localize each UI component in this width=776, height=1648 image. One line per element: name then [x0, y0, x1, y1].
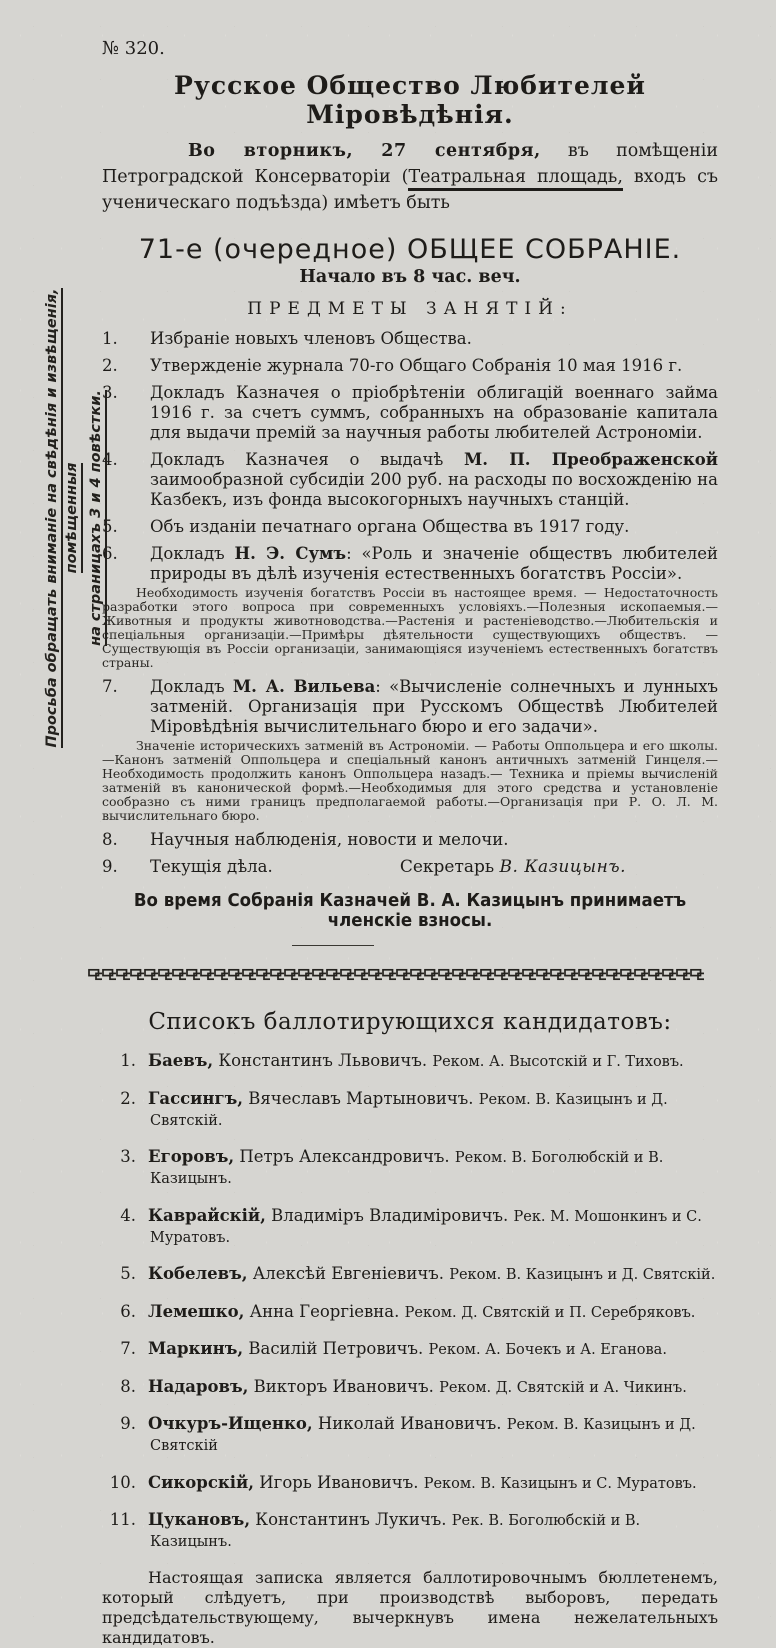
agenda-heading: ПРЕДМЕТЫ ЗАНЯТІЙ:	[247, 298, 573, 319]
candidate-row	[102, 1089, 718, 1131]
agenda-item-text: Докладъ Казначея о пріобрѣтеніи облигацій военнаго займа 1916 г. за счетъ суммъ, собранныхъ на образованіе капитала для выдачи премій за научныя работы любителей Астрономіи.	[150, 382, 718, 442]
agenda-item-number: 1.	[102, 328, 118, 348]
ballot-heading: Списокъ баллотирующихся кандидатовъ:	[148, 1008, 672, 1035]
candidate-surname: Кобелевъ,	[148, 1264, 248, 1283]
margin-note-rotated-text	[42, 246, 104, 790]
agenda-list	[102, 329, 718, 877]
candidate-recommenders: Реком. А. Бочекъ и А. Еганова.	[428, 1342, 667, 1358]
agenda-item-5	[102, 517, 718, 537]
candidate-number: 7.	[120, 1339, 136, 1358]
candidate-surname: Цукановъ,	[148, 1510, 251, 1529]
candidate-recommenders: Реком. Д. Святскій и П. Серебряковъ.	[404, 1304, 696, 1321]
candidate-number: 1.	[120, 1051, 136, 1070]
chain-ornament-divider	[88, 968, 704, 981]
candidate-surname: Гассингъ,	[148, 1088, 244, 1108]
candidate-given-name: Вячеславъ Мартыновичъ.	[243, 1088, 479, 1108]
candidate-number: 2.	[120, 1088, 136, 1108]
candidate-row	[102, 1206, 718, 1248]
candidate-row	[102, 1377, 718, 1398]
candidate-recommenders: Реком. В. Казицынъ и Д. Святскій.	[150, 1091, 668, 1129]
agenda-item-name: М. П. Преображенской	[464, 449, 718, 469]
agenda-item-text-cont: : «Вычисленіе солнечныхъ и лунныхъ затменій. Организація при Русскомъ Обществѣ Любителей Міровѣдѣнія вычислительнаго бюро и его задачи».	[150, 676, 718, 736]
candidate-row	[102, 1339, 718, 1360]
candidate-given-name: Петръ Александровичъ.	[234, 1147, 455, 1166]
agenda-item-1	[102, 329, 718, 349]
agenda-item-text-cont: : «Роль и значеніе обществъ любителей природы въ дѣлѣ изученія естественныхъ богатствъ Россіи».	[150, 543, 718, 583]
candidate-recommenders: Рек. В. Боголюбскій и В. Казицынъ.	[150, 1513, 641, 1550]
agenda-item-8	[102, 830, 718, 850]
candidate-surname: Маркинъ,	[148, 1339, 244, 1358]
agenda-item-2	[102, 356, 718, 376]
candidate-surname: Каврайскій,	[148, 1205, 266, 1225]
candidate-given-name: Игорь Ивановичъ.	[254, 1472, 424, 1492]
candidate-number: 4.	[120, 1205, 136, 1225]
candidate-recommenders: Реком. В. Боголюбскій и В. Казицынъ.	[150, 1150, 664, 1187]
agenda-item-number: 3.	[102, 382, 118, 402]
candidate-number: 11.	[109, 1510, 136, 1529]
candidate-recommenders: Реком. В. Казицынъ и С. Муратовъ.	[423, 1475, 697, 1492]
secretary-name: В. Казицынъ.	[499, 856, 626, 877]
candidate-given-name: Викторъ Ивановичъ.	[248, 1376, 440, 1396]
agenda-item-6	[102, 544, 718, 670]
candidate-recommenders: Реком. А. Высотскій и Г. Тиховъ.	[432, 1054, 684, 1070]
secretary-signature	[400, 857, 626, 877]
intro-address-underlined: Театральная площадь,	[408, 167, 622, 191]
candidate-row	[102, 1510, 718, 1552]
candidate-row	[102, 1473, 718, 1494]
ballot-instructions: Настоящая записка является баллотировочнымъ бюллетенемъ, который слѣдуетъ, при производствѣ выборовъ, передать предсѣдательствующему, вычеркнувъ имена нежелательныхъ кандидатовъ.	[102, 1568, 718, 1647]
main-column	[102, 0, 718, 1648]
margin-note	[42, 246, 104, 790]
dues-notice: Во время Собранія Казначей В. А. Казицынъ принимаетъ членскіе взносы.	[133, 890, 687, 931]
candidate-surname: Баевъ,	[148, 1051, 214, 1070]
candidate-given-name: Алексѣй Евгеніевичъ.	[247, 1264, 450, 1283]
candidate-number: 3.	[120, 1147, 136, 1166]
agenda-item-number: 4.	[102, 449, 118, 469]
agenda-item-text: Текущія дѣла.	[150, 856, 273, 876]
candidate-list	[102, 1051, 718, 1552]
secretary-label: Секретарь	[399, 856, 500, 877]
candidate-row	[102, 1414, 718, 1456]
candidate-surname: Надаровъ,	[148, 1376, 249, 1396]
candidate-given-name: Николай Ивановичъ.	[312, 1414, 507, 1433]
agenda-item-number: 6.	[102, 543, 118, 563]
candidate-number: 6.	[120, 1301, 136, 1321]
agenda-item-text: Утвержденіе журнала 70-го Общаго Собранія 10 мая 1916 г.	[150, 355, 683, 375]
candidate-number: 5.	[120, 1264, 136, 1283]
candidate-given-name: Владиміръ Владиміровичъ.	[265, 1205, 514, 1225]
candidate-given-name: Константинъ Львовичъ.	[213, 1051, 433, 1070]
candidate-number: 8.	[120, 1376, 136, 1396]
candidate-given-name: Василій Петровичъ.	[243, 1339, 429, 1358]
intro-mid: въ помѣщеніи Петроградской Консерваторіи (	[102, 141, 719, 187]
agenda-item-3	[102, 383, 718, 443]
agenda-item-text: Объ изданіи печатнаго органа Общества въ 1917 году.	[150, 516, 630, 536]
candidate-given-name: Анна Георгіевна.	[244, 1301, 405, 1321]
meeting-title: 71-е (очередное) ОБЩЕЕ СОБРАНІЕ.	[138, 233, 682, 265]
candidate-row	[102, 1264, 718, 1285]
candidate-given-name: Константинъ Лукичъ.	[250, 1510, 452, 1529]
candidate-recommenders: Реком. В. Казицынъ и Д. Святскій.	[449, 1267, 716, 1283]
candidate-row	[102, 1302, 718, 1323]
agenda-item-text: Избраніе новыхъ членовъ Общества.	[150, 328, 472, 348]
candidate-number: 10.	[109, 1472, 136, 1492]
agenda-item-abstract: Необходимость изученія богатствъ Россіи въ настоящее время. — Недостаточность разработки этого вопроса при современныхъ условіяхъ.—Полезныя ископаемыя.—Животныя и продукты животноводства.—Растенія и растеніеводство.—Любительскія и спеціальныя организаціи.—Примѣры дѣятельности существующихъ обществъ. — Существующія въ Россіи организаціи, занимающіяся изученіемъ естественныхъ богатствъ страны.	[102, 584, 718, 670]
agenda-item-text: Научныя наблюденія, новости и мелочи.	[150, 829, 509, 849]
candidate-recommenders: Реком. Д. Святскій и А. Чикинъ.	[439, 1379, 687, 1396]
agenda-item-name: М. А. Вильева	[232, 676, 376, 696]
agenda-item-4	[102, 450, 718, 510]
candidate-row	[102, 1147, 718, 1189]
candidate-recommenders: Реком. В. Казицынъ и Д. Святскій	[150, 1417, 696, 1454]
intro-paragraph	[102, 138, 718, 216]
intro-date: Во вторникъ, 27 сентября,	[188, 141, 541, 161]
agenda-item-text: Докладъ Казначея о выдачѣ	[150, 449, 465, 469]
agenda-item-abstract: Значеніе историческихъ затменій въ Астрономіи. — Работы Оппольцера и его школы.—Канонъ затменій Оппольцера и спеціальный канонъ античныхъ затменій Гинцеля.— Необходимость продолжить канонъ Оппольцера назадъ.— Техника и пріемы вычисленій затменій въ канонической формѣ.—Необходимыя для этого средства и установленіе сообразно съ ними границъ предполагаемой работы.—Организація при Р. О. Л. М. вычислительнаго бюро.	[102, 737, 718, 823]
agenda-item-text: Докладъ	[150, 676, 233, 696]
margin-note-line2: на страницахъ 3 и 4 повѣстки.	[86, 246, 106, 790]
intro-tail: входъ съ ученическаго подъѣзда) имѣетъ быть	[102, 167, 719, 213]
candidate-surname: Егоровъ,	[148, 1147, 235, 1166]
agenda-item-number: 8.	[102, 829, 118, 849]
margin-note-line1: Просьба обращать вниманіе на свѣдѣнія и извѣщенія, помѣщенныя	[42, 246, 82, 790]
meeting-start-time: Начало въ 8 час. веч.	[299, 266, 521, 287]
agenda-item-7	[102, 677, 718, 823]
short-rule	[292, 945, 374, 946]
document-number: № 320.	[102, 38, 165, 59]
agenda-item-number: 7.	[102, 676, 118, 696]
candidate-recommenders: Рек. М. Мошонкинъ и С. Муратовъ.	[150, 1208, 702, 1246]
agenda-item-number: 9.	[102, 856, 118, 876]
agenda-item-9	[102, 857, 718, 877]
agenda-item-number: 5.	[102, 516, 118, 536]
candidate-row	[102, 1051, 718, 1072]
agenda-item-text: Докладъ	[150, 543, 235, 563]
agenda-item-number: 2.	[102, 355, 118, 375]
candidate-number: 9.	[120, 1414, 136, 1433]
agenda-item-name: Н. Э. Сумъ	[234, 543, 347, 563]
agenda-item-text-cont: заимообразной субсидіи 200 руб. на расходы по восхожденію на Казбекъ, изъ фонда высокогорныхъ научныхъ станцій.	[150, 469, 718, 509]
candidate-surname: Лемешко,	[148, 1301, 245, 1321]
candidate-surname: Очкуръ-Ищенко,	[148, 1414, 313, 1433]
candidate-surname: Сикорскій,	[148, 1472, 255, 1492]
society-title: Русское Общество Любителей Міровѣдѣнія.	[174, 71, 646, 129]
